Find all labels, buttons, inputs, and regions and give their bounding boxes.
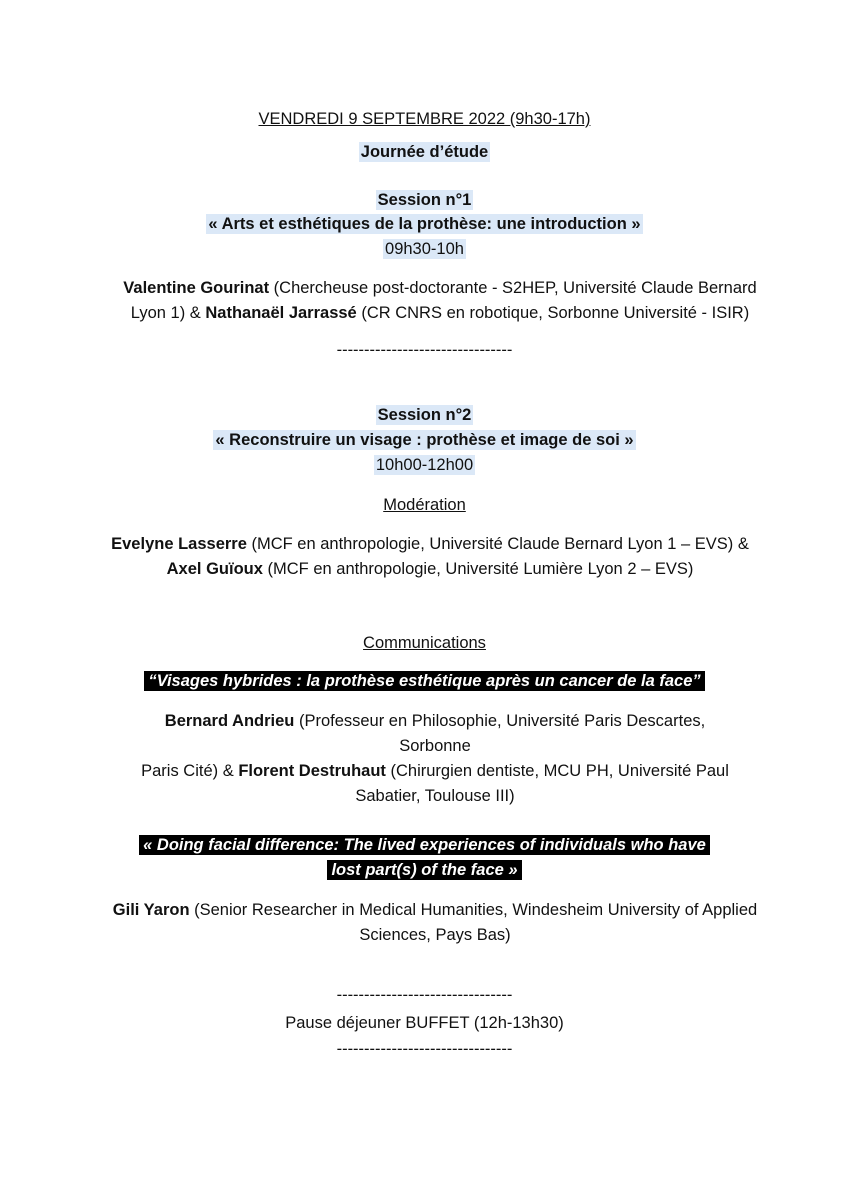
speaker-affiliation: (Chirurgien dentiste, MCU PH, Université Paul (385, 762, 729, 780)
speaker-affiliation: Sciences, Pays Bas) (359, 926, 511, 944)
speaker-affiliation: (Chercheuse post-doctorante - S2HEP, Université Claude Bernard (269, 279, 757, 297)
session1-title (0, 213, 849, 235)
speaker-affiliation: (CR CNRS en robotique, Sorbonne Université - ISIR) (356, 304, 750, 322)
session1-time (0, 238, 849, 260)
talk1-speakers (130, 709, 740, 809)
moderator-affiliation: (MCF en anthropologie, Université Lumière Lyon 2 – EVS) (262, 560, 694, 578)
session2-title (0, 429, 849, 451)
session2-title-text: « Reconstruire un visage : prothèse et image de soi » (215, 431, 634, 449)
separator: -------------------------------- (336, 341, 513, 359)
speaker-affiliation: Paris Cité) & (141, 762, 239, 780)
event-date (0, 108, 849, 130)
speaker-affiliation: (Senior Researcher in Medical Humanities, Windesheim University of Applied (189, 901, 758, 919)
speaker-name: Florent Destruhaut (238, 762, 386, 780)
moderator-name: Axel Guïoux (166, 560, 263, 578)
moderator-affiliation: (MCF en anthropologie, Université Claude Bernard Lyon 1 – EVS) & (246, 535, 749, 553)
separator: -------------------------------- (336, 986, 513, 1004)
speaker-affiliation: Sabatier, Toulouse III) (355, 787, 515, 805)
moderation-label: Modération (383, 496, 466, 514)
moderation-heading (0, 494, 849, 516)
speaker-name: Nathanaël Jarrassé (205, 304, 357, 322)
speaker-name: Bernard Andrieu (164, 712, 295, 730)
event-type-text: Journée d’étude (360, 143, 489, 161)
session2-time-text: 10h00-12h00 (375, 456, 474, 474)
session1-number (0, 189, 849, 211)
session1-speakers (120, 276, 760, 326)
communications-heading (0, 632, 849, 654)
speaker-name: Valentine Gourinat (123, 279, 270, 297)
session1-number-text: Session n°1 (377, 191, 472, 209)
talk2-title-text: « Doing facial difference: The lived experiences of individuals who have (139, 835, 710, 855)
moderators (80, 532, 780, 582)
speaker-affiliation: Lyon 1) & (130, 304, 206, 322)
session2-time (0, 454, 849, 476)
session2-number (0, 404, 849, 426)
event-date-text: VENDREDI 9 SEPTEMBRE 2022 (9h30-17h) (258, 110, 591, 128)
lunch-break: Pause déjeuner BUFFET (12h-13h30) (285, 1014, 564, 1032)
speaker-name: Gili Yaron (112, 901, 190, 919)
session1-title-text: « Arts et esthétiques de la prothèse: une introduction » (208, 215, 641, 233)
session1-time-text: 09h30-10h (385, 240, 464, 258)
event-type (0, 141, 849, 163)
talk2-title-text: lost part(s) of the face » (327, 860, 521, 880)
session2-number-text: Session n°2 (377, 406, 472, 424)
talk1-title (0, 670, 849, 692)
moderator-name: Evelyne Lasserre (111, 535, 247, 553)
speaker-affiliation: (Professeur en Philosophie, Université Paris Descartes, Sorbonne (294, 712, 706, 755)
talk1-title-text: “Visages hybrides : la prothèse esthétique après un cancer de la face” (144, 671, 704, 691)
talk2-speaker (110, 898, 760, 948)
talk2-title-line2 (0, 859, 849, 881)
talk2-title-line1 (0, 834, 849, 856)
separator: -------------------------------- (336, 1040, 513, 1058)
communications-label: Communications (363, 634, 486, 652)
